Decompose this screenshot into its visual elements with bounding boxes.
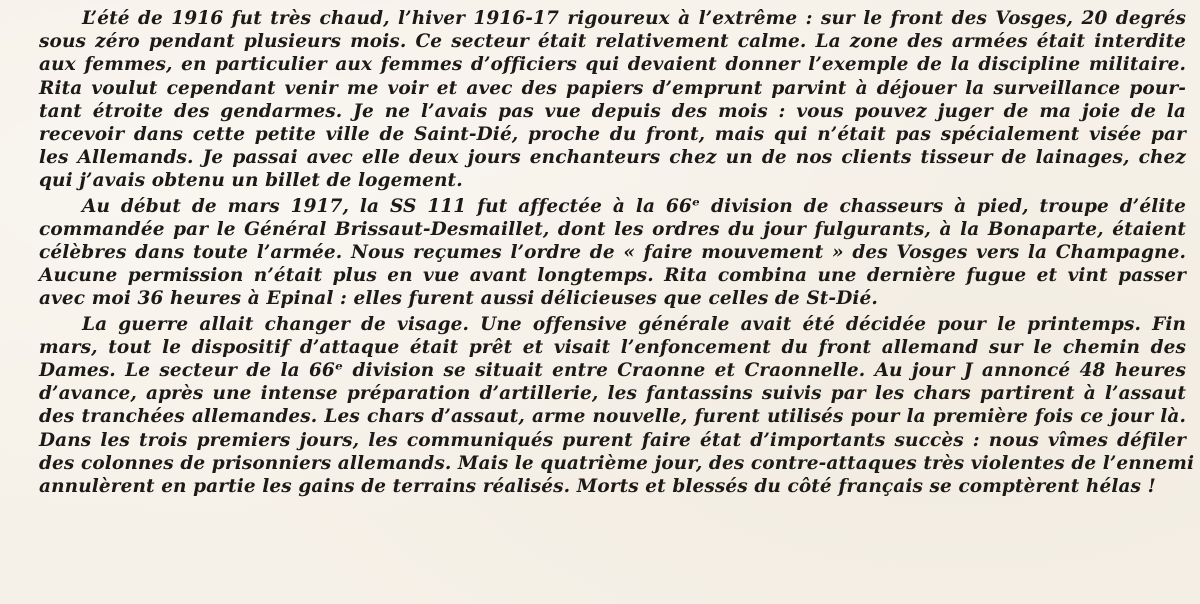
text-line: commandée par le Général Brissaut-Desmaillet, dont les ordres du jour fulgurants, à la Bonaparte, étaient xyxy=(39,218,1186,240)
text-line: des colonnes de prisonniers allemands. Mais le quatrième jour, des contre-attaques très violentes de l’ennemi xyxy=(39,452,1195,474)
text-line: tant étroite des gendarmes. Je ne l’avais pas vue depuis des mois : vous pouvez juger de ma joie de la xyxy=(39,100,1186,122)
text-line: qui j’avais obtenu un billet de logement. xyxy=(39,170,463,192)
text-line: Dans les trois premiers jours, les communiqués purent faire état d’importants succès : nous vîmes défiler xyxy=(39,429,1186,451)
text-line: des tranchées allemandes. Les chars d’assaut, arme nouvelle, furent utilisés pour la première fois ce jour là. xyxy=(39,406,1186,428)
text-line: Aucune permission n’était plus en vue avant longtemps. Rita combina une dernière fugue et vint passer xyxy=(39,265,1186,287)
paragraph-1 xyxy=(39,7,1186,193)
text-line: les Allemands. Je passai avec elle deux jours enchanteurs chez un de nos clients tisseur de lainages, chez xyxy=(39,147,1186,169)
text-line: célèbres dans toute l’armée. Nous reçumes l’ordre de « faire mouvement » des Vosges vers la Champagne. xyxy=(39,242,1186,264)
text-line: mars, tout le dispositif d’attaque était prêt et visait l’enfoncement du front allemand sur le chemin des xyxy=(39,336,1186,358)
text-line: annulèrent en partie les gains de terrains réalisés. Morts et blessés du côté français se comptèrent hélas ! xyxy=(39,476,1156,498)
paragraph-2 xyxy=(39,195,1186,311)
paragraph-3 xyxy=(39,313,1195,499)
text-line: aux femmes, en particulier aux femmes d’officiers qui devaient donner l’exemple de la discipline militaire. xyxy=(39,54,1186,76)
text-line: Rita voulut cependant venir me voir et avec des papiers d’emprunt parvint à déjouer la surveillance pour- xyxy=(39,77,1186,99)
text-line: d’avance, après une intense préparation d’artillerie, les fantassins suivis par les chars partirent à l’assaut xyxy=(39,383,1186,405)
text-line: avec moi 36 heures à Epinal : elles furent aussi délicieuses que celles de St-Dié. xyxy=(39,288,878,310)
text-line: La guerre allait changer de visage. Une offensive générale avait été décidée pour le printemps. Fin xyxy=(82,313,1186,335)
text-line: Au début de mars 1917, la SS 111 fut affectée à la 66ᵉ division de chasseurs à pied, troupe d’élite xyxy=(82,195,1186,217)
text-line: sous zéro pendant plusieurs mois. Ce secteur était relativement calme. La zone des armées était interdite xyxy=(39,31,1186,53)
text-line: Dames. Le secteur de la 66ᵉ division se situait entre Craonne et Craonnelle. Au jour J annoncé 48 heures xyxy=(39,360,1186,382)
text-line: recevoir dans cette petite ville de Saint-Dié, proche du front, mais qui n’était pas spécialement visée par xyxy=(39,124,1186,146)
text-line: L’été de 1916 fut très chaud, l’hiver 1916-17 rigoureux à l’extrême : sur le front des Vosges, 20 degrés xyxy=(82,8,1186,29)
